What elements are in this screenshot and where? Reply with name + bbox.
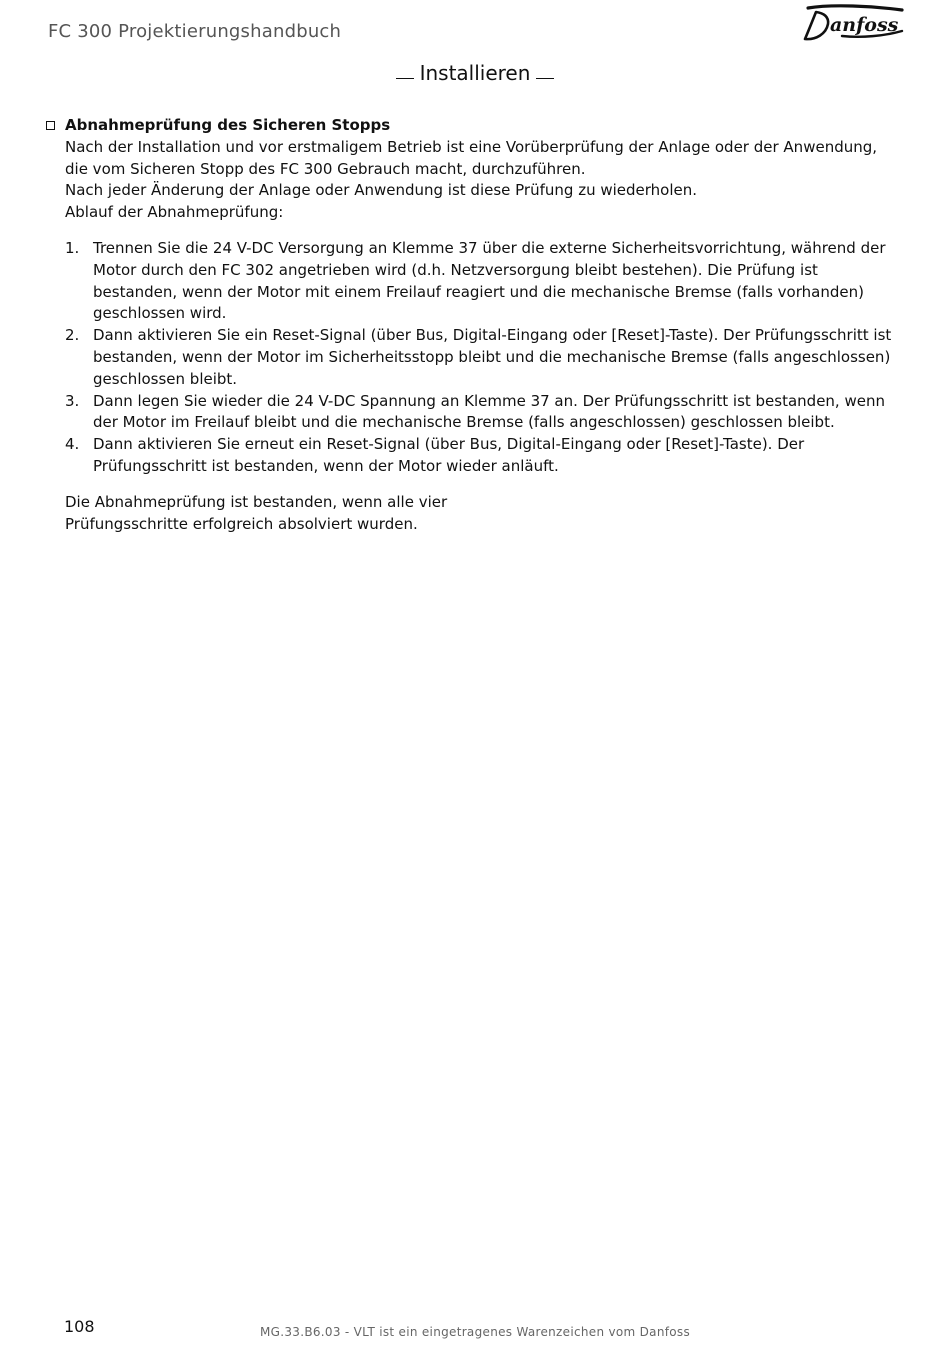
main-content bbox=[65, 115, 895, 535]
heading-rule-left bbox=[396, 78, 414, 79]
section-box-icon bbox=[46, 121, 55, 130]
procedure-steps bbox=[65, 238, 895, 478]
step-item bbox=[65, 325, 895, 390]
step-item bbox=[65, 391, 895, 435]
danfoss-logo bbox=[802, 4, 906, 42]
document-title: FC 300 Projektierungshandbuch bbox=[48, 21, 342, 42]
subheading: Abnahmeprüfung des Sicheren Stopps bbox=[65, 116, 391, 134]
step-text: Trennen Sie die 24 V-DC Versorgung an Klemme 37 über die externe Sicherheitsvorrichtung, während der Motor durch den FC 302 angetrieben wird (d.h. Netzversorgung bleibt bestehen). Die Prüfung ist bestanden, wenn der Motor mit einem Freilauf reagiert und die mechanische Bremse (falls vorhanden) geschlossen wird. bbox=[93, 238, 886, 323]
page-number: 108 bbox=[64, 1317, 95, 1336]
step-text: Dann aktivieren Sie erneut ein Reset-Signal (über Bus, Digital-Eingang oder [Reset]-Taste). Der Prüfungsschritt ist bestanden, wenn der Motor wieder anläuft. bbox=[93, 435, 805, 475]
step-text: Dann aktivieren Sie ein Reset-Signal (über Bus, Digital-Eingang oder [Reset]-Taste). Der Prüfungsschritt ist bestanden, wenn der Motor im Sicherheitsstopp bleibt und die mechanische Bremse (falls angeschlossen) geschlossen bleibt. bbox=[93, 326, 892, 388]
repeat-note: Nach jeder Änderung der Anlage oder Anwendung ist diese Prüfung zu wiederholen. bbox=[65, 181, 698, 200]
section-title: Installieren bbox=[419, 61, 531, 85]
intro-paragraph: Nach der Installation und vor erstmaligem Betrieb ist eine Vorüberprüfung der Anlage oder der Anwendung, die vom Sicheren Stopp des FC 300 Gebrauch macht, durchzuführen. bbox=[65, 137, 878, 178]
step-number: 2. bbox=[65, 326, 80, 345]
step-text: Dann legen Sie wieder die 24 V-DC Spannung an Klemme 37 an. Der Prüfungsschritt ist bestanden, wenn der Motor im Freilauf bleibt und die mechanische Bremse (falls angeschlossen) geschlossen bleibt. bbox=[93, 391, 885, 432]
procedure-label: Ablauf der Abnahmeprüfung: bbox=[65, 203, 284, 222]
heading-rule-right bbox=[536, 78, 554, 79]
step-number: 1. bbox=[65, 238, 80, 257]
svg-text:anfoss: anfoss bbox=[830, 14, 899, 36]
step-item bbox=[65, 238, 895, 325]
step-number: 3. bbox=[65, 391, 80, 410]
conclusion-paragraph: Die Abnahmeprüfung ist bestanden, wenn alle vier Prüfungsschritte erfolgreich absolviert wurden. bbox=[65, 492, 448, 533]
step-item bbox=[65, 434, 895, 478]
step-number: 4. bbox=[65, 435, 80, 454]
footer-note: MG.33.B6.03 - VLT ist ein eingetragenes Warenzeichen vom Danfoss bbox=[259, 1325, 690, 1339]
section-heading bbox=[0, 61, 950, 85]
